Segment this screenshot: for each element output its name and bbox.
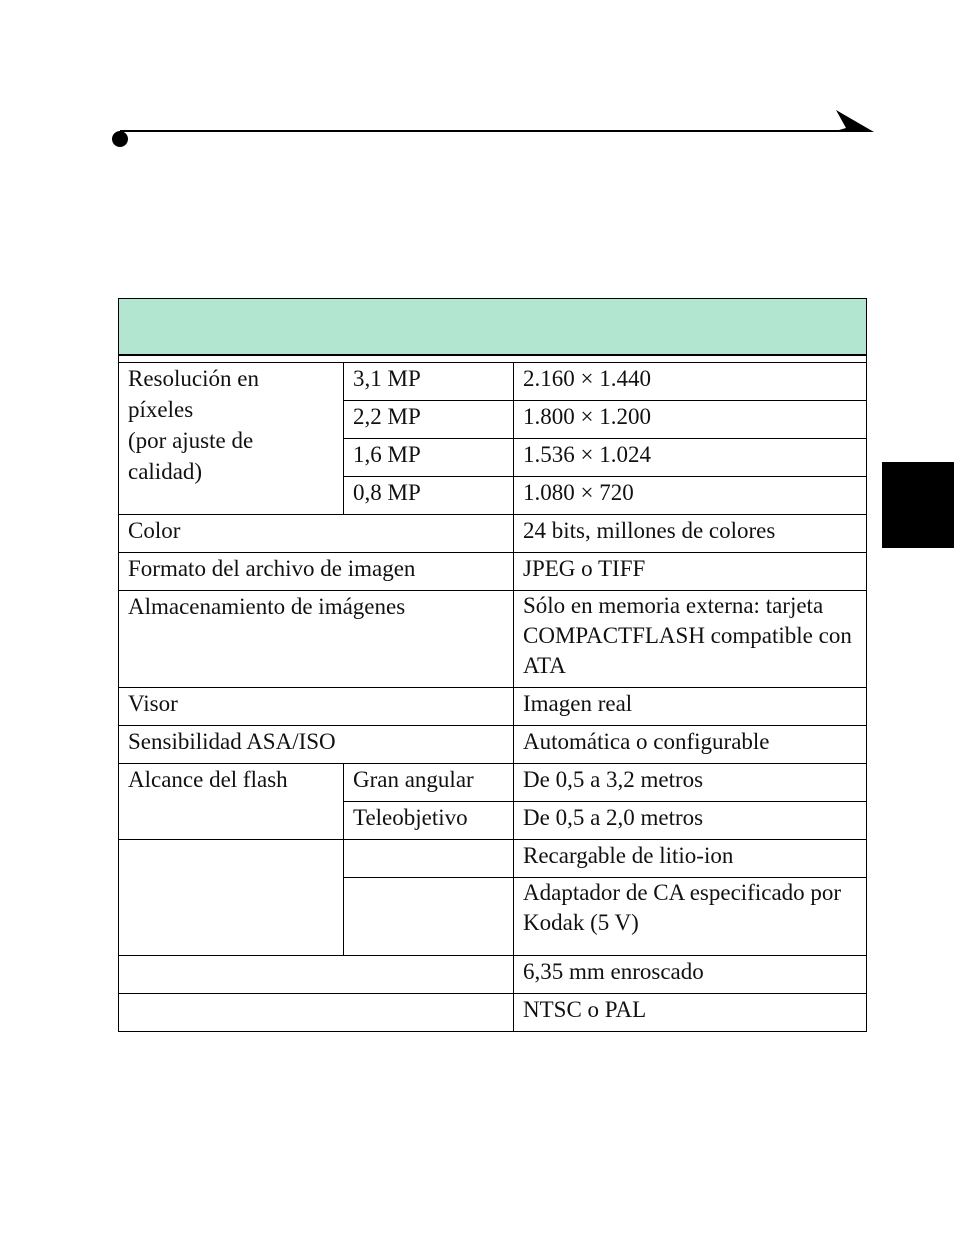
specifications-table — [118, 298, 867, 1032]
row-label: Color — [119, 515, 514, 553]
table-row — [119, 553, 867, 591]
power-option — [344, 840, 514, 878]
resolution-value: 1.536 × 1.024 — [514, 439, 867, 477]
row-label: Formato del archivo de imagen — [119, 553, 514, 591]
power-option — [344, 878, 514, 956]
table-row — [119, 591, 867, 688]
row-label — [119, 994, 514, 1032]
row-value: JPEG o TIFF — [514, 553, 867, 591]
resolution-option: 2,2 MP — [344, 401, 514, 439]
resolution-value: 1.080 × 720 — [514, 477, 867, 515]
power-value: Adaptador de CA especificado por Kodak (5 V) — [514, 878, 867, 956]
flash-value: De 0,5 a 2,0 metros — [514, 802, 867, 840]
table-header-cell — [119, 299, 867, 355]
rule-arrow-icon — [830, 108, 876, 134]
row-value: Automática o configurable — [514, 726, 867, 764]
table-row — [119, 515, 867, 553]
row-label-resolution: Resolución en píxeles (por ajuste de calidad) — [119, 363, 344, 515]
header-rule — [120, 130, 848, 132]
table-gap-row — [119, 355, 867, 363]
flash-option: Teleobjetivo — [344, 802, 514, 840]
table-row — [119, 956, 867, 994]
row-value: Sólo en memoria externa: tarjeta COMPACTFLASH compatible con ATA — [514, 591, 867, 688]
resolution-value: 2.160 × 1.440 — [514, 363, 867, 401]
resolution-option: 1,6 MP — [344, 439, 514, 477]
table-row — [119, 726, 867, 764]
table-row — [119, 764, 867, 802]
row-label-flash: Alcance del flash — [119, 764, 344, 840]
table-header-row — [119, 299, 867, 355]
resolution-value: 1.800 × 1.200 — [514, 401, 867, 439]
flash-value: De 0,5 a 3,2 metros — [514, 764, 867, 802]
table-row — [119, 840, 867, 878]
flash-option: Gran angular — [344, 764, 514, 802]
row-value: 6,35 mm enroscado — [514, 956, 867, 994]
row-label: Visor — [119, 688, 514, 726]
row-label — [119, 956, 514, 994]
resolution-option: 3,1 MP — [344, 363, 514, 401]
table-row — [119, 994, 867, 1032]
table-row — [119, 688, 867, 726]
row-value: NTSC o PAL — [514, 994, 867, 1032]
row-label: Almacenamiento de imágenes — [119, 591, 514, 688]
row-value: Imagen real — [514, 688, 867, 726]
resolution-option: 0,8 MP — [344, 477, 514, 515]
table-row — [119, 363, 867, 401]
row-label-power — [119, 840, 344, 956]
power-value: Recargable de litio-ion — [514, 840, 867, 878]
row-label: Sensibilidad ASA/ISO — [119, 726, 514, 764]
chapter-tab — [882, 462, 954, 548]
rule-dot — [112, 131, 128, 147]
row-value: 24 bits, millones de colores — [514, 515, 867, 553]
